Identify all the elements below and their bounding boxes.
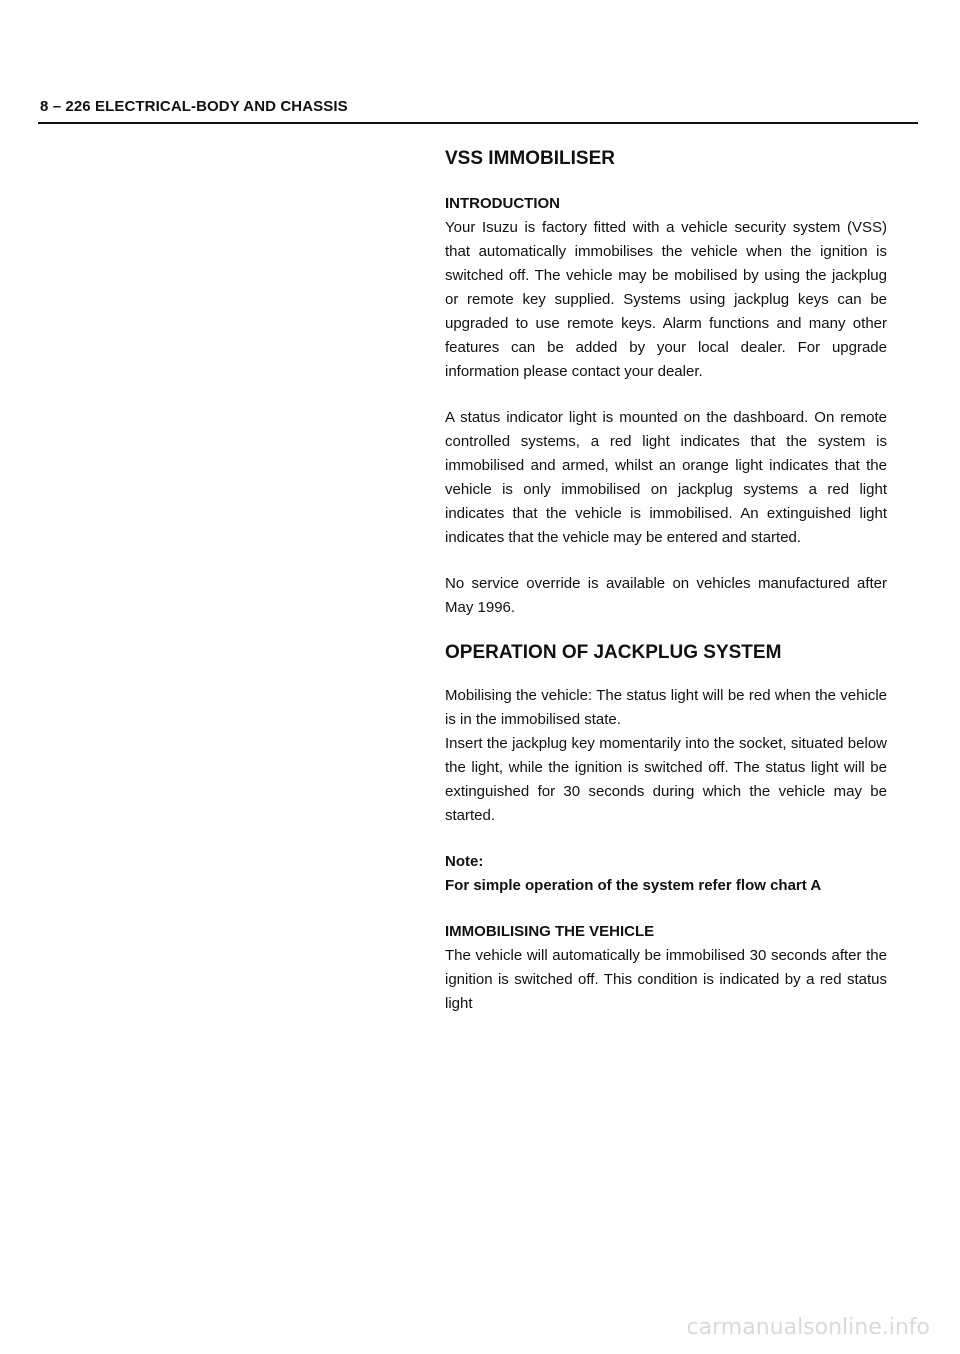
page-header: 8 – 226 ELECTRICAL-BODY AND CHASSIS (40, 98, 348, 115)
main-content (445, 140, 887, 1038)
immobilising-heading: IMMOBILISING THE VEHICLE (445, 923, 655, 940)
header-divider (38, 122, 918, 124)
introduction-paragraph: Your Isuzu is factory fitted with a vehicle security system (VSS) that automatically immobilises the vehicle when the ignition is switched off. The vehicle may be mobilised by using the jackplug or remote key supplied. Systems using jackplug keys can be upgraded to use remote keys. Alarm functions and many other features can be added by your local dealer. For upgrade information please contact your dealer. (445, 219, 887, 380)
document-title: VSS IMMOBILISER (445, 148, 615, 169)
note-text: For simple operation of the system refer flow chart A (445, 877, 822, 894)
service-override-paragraph: No service override is available on vehicles manufactured after May 1996. (445, 575, 887, 616)
jackplug-insert-paragraph: Insert the jackplug key momentarily into the socket, situated below the light, while the ignition is switched off. The status light will be extinguished for 30 seconds during which the vehicle may be started. (445, 735, 887, 824)
immobilising-paragraph: The vehicle will automatically be immobilised 30 seconds after the ignition is switched off. This condition is indicated by a red status light (445, 947, 887, 1012)
watermark: carmanualsonline.info (686, 1315, 930, 1340)
status-light-paragraph: A status indicator light is mounted on the dashboard. On remote controlled systems, a red light indicates that the system is immobilised and armed, whilst an orange light indicates that the vehicle is only immobilised on jackplug systems a red light indicates that the vehicle is immobilised. An extinguished light indicates that the vehicle may be entered and started. (445, 409, 887, 546)
introduction-heading: INTRODUCTION (445, 195, 560, 212)
operation-heading: OPERATION OF JACKPLUG SYSTEM (445, 642, 782, 663)
note-label: Note: (445, 853, 484, 870)
mobilising-paragraph: Mobilising the vehicle: The status light will be red when the vehicle is in the immobilised state. (445, 687, 887, 728)
note-block (445, 850, 887, 898)
